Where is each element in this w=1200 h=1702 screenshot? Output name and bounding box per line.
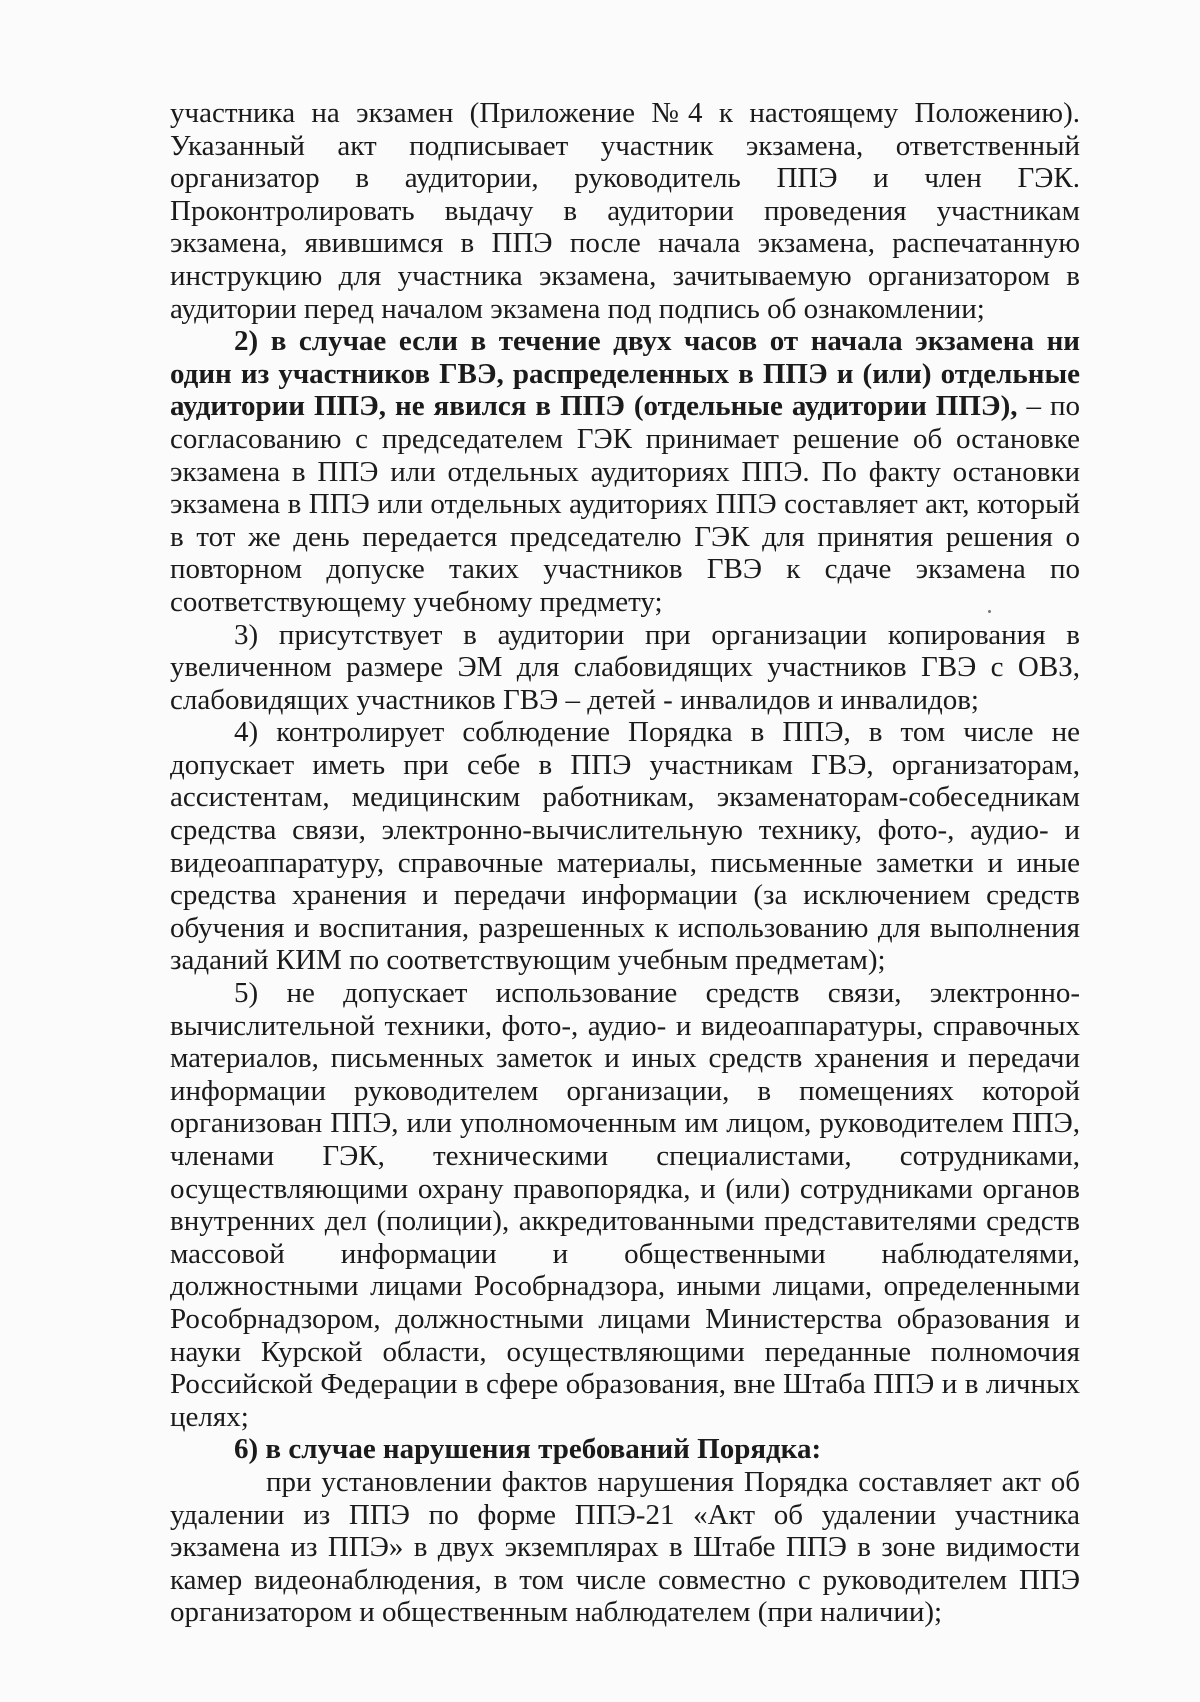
paragraph-3: 3) присутствует в аудитории при организации копирования в увеличенном размере ЭМ для слабовидящих участников ГВЭ с ОВЗ, слабовидящих участников ГВЭ – детей - инвалидов и инвалидов; [170,618,1080,716]
paragraph-2-bold: 2) в случае если в течение двух часов от начала экзамена ни один из участников ГВЭ, распределенных в ППЭ и (или) отдельные аудитории ППЭ, не явился в ППЭ (отдельные аудитории ППЭ), [170,325,1080,423]
paragraph-4: 4) контролирует соблюдение Порядка в ППЭ, в том числе не допускает иметь при себе в ППЭ участникам ГВЭ, организаторам, ассистентам, медицинским работникам, экзаменаторам-собеседникам средства связи, электронно-вычислительную технику, фото-, аудио- и видеоаппаратуру, справочные материалы, письменные заметки и иные средства хранения и передачи информации (за исключением средств обучения и воспитания, разрешенных к использованию для выполнения заданий КИМ по соответствующим учебным предметам); [170,716,1080,977]
paragraph-2 [170,325,1080,618]
paragraph-2-text: – по согласованию с председателем ГЭК принимает решение об остановке экзамена в ППЭ или отдельных аудиториях ППЭ. По факту остановки экзамена в ППЭ или отдельных аудиториях ППЭ составляет акт, который в тот же день передается председателю ГЭК для принятия решения о повторном допуске таких участников ГВЭ к сдаче экзамена по соответствующему учебному предмету; [170,390,1080,618]
paragraph-1: участника на экзамен (Приложение №4 к настоящему Положению). Указанный акт подписывает участник экзамена, ответственный организатор в аудитории, руководитель ППЭ и член ГЭК. Проконтролировать выдачу в аудитории проведения участникам экзамена, явившимся в ППЭ после начала экзамена, распечатанную инструкцию для участника экзамена, зачитываемую организатором в аудитории перед началом экзамена под подпись об ознакомлении; [170,97,1080,325]
scan-speck [988,610,991,613]
paragraph-6-heading: 6) в случае нарушения требований Порядка: [234,1433,822,1466]
paragraph-7: при установлении фактов нарушения Порядка составляет акт об удалении из ППЭ по форме ППЭ-21 «Акт об удалении участника экзамена из ППЭ» в двух экземплярах в Штабе ППЭ в зоне видимости камер видеонаблюдения, в том числе совместно с руководителем ППЭ организатором и общественным наблюдателем (при наличии); [170,1465,1080,1629]
document-body [170,97,1080,1629]
paragraph-5: 5) не допускает использование средств связи, электронно-вычислительной техники, фото-, аудио- и видеоаппаратуры, справочных материалов, письменных заметок и иных средств хранения и передачи информации руководителем организации, в помещениях которой организован ППЭ, или уполномоченным им лицом, руководителем ППЭ, членами ГЭК, техническими специалистами, сотрудниками, осуществляющими охрану правопорядка, и (или) сотрудниками органов внутренних дел (полиции), аккредитованными представителями средств массовой информации и общественными наблюдателями, должностными лицами Рособрнадзора, иными лицами, определенными Рособрнадзором, должностными лицами Министерства образования и науки Курской области, осуществляющими переданные полномочия Российской Федерации в сфере образования, вне Штаба ППЭ и в личных целях; [170,977,1080,1433]
